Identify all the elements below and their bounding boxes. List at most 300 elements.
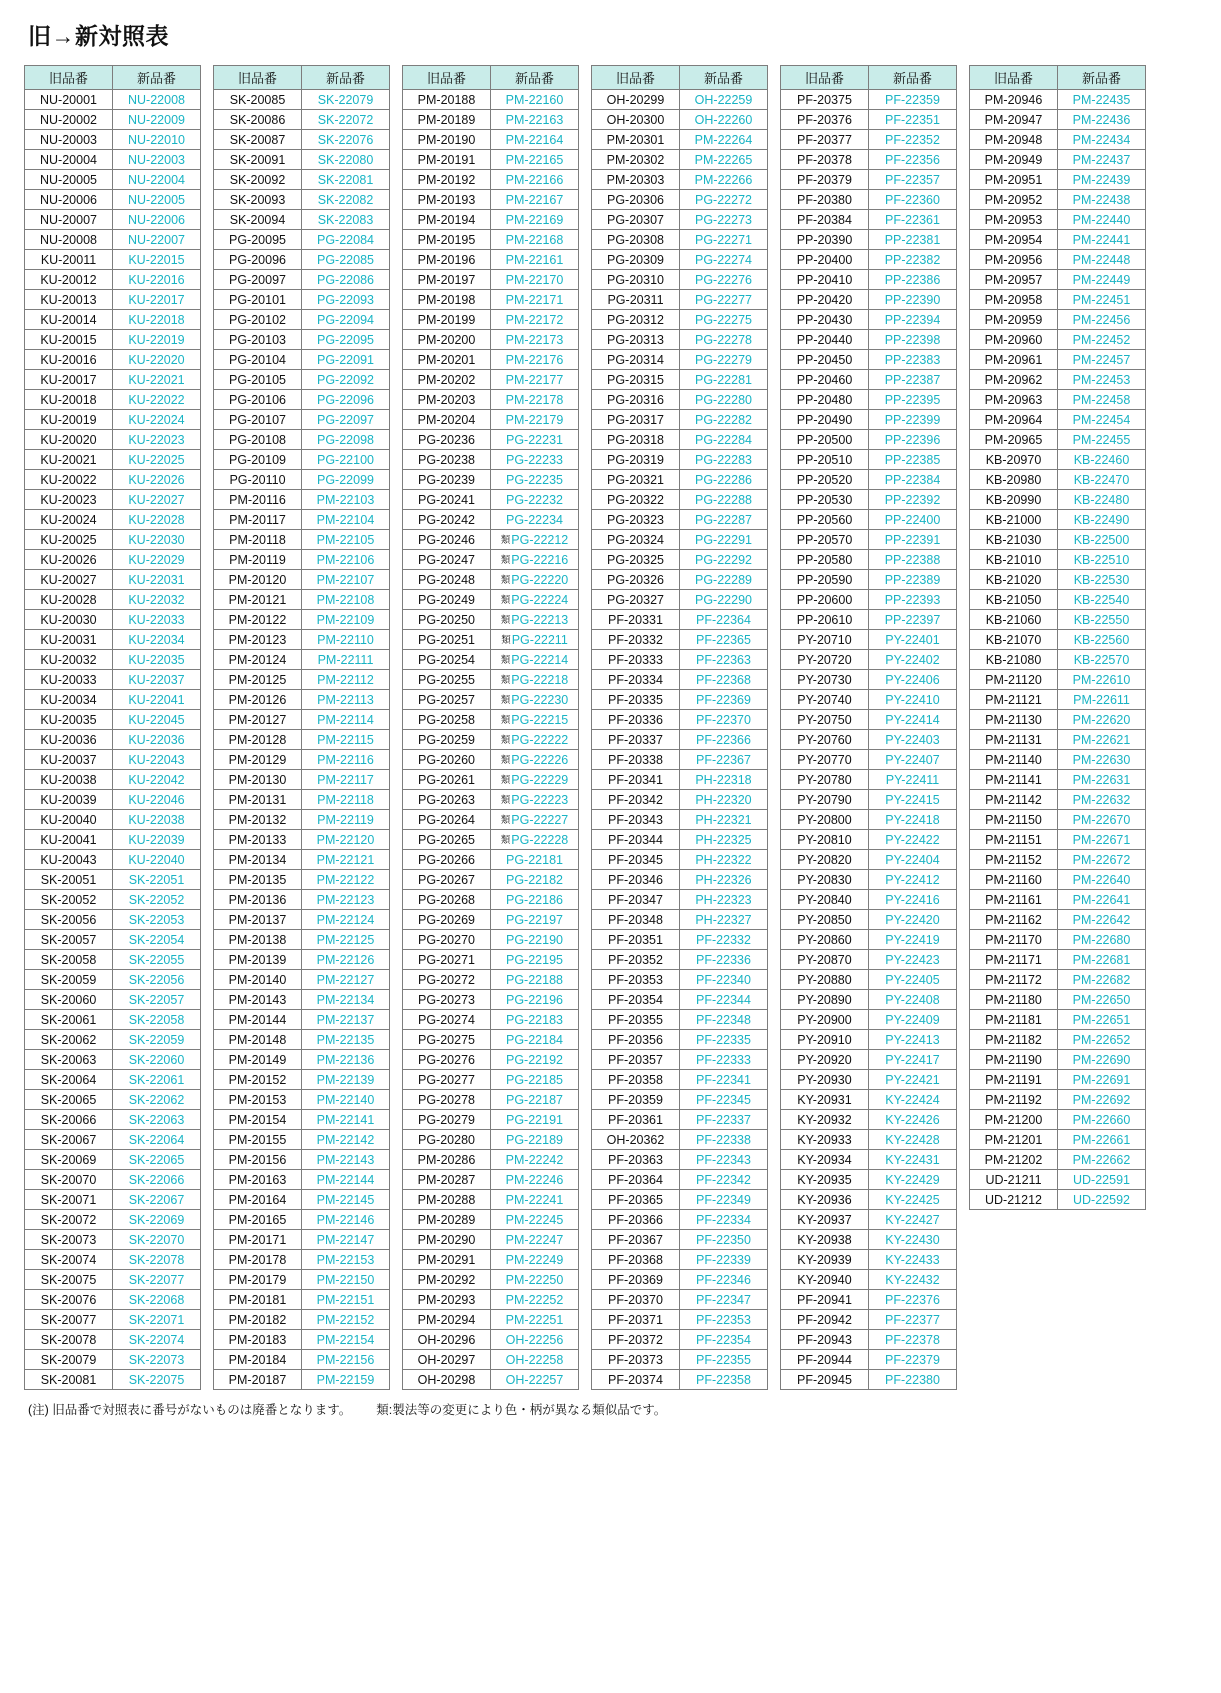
cell-old-part-number: PM-20190 <box>403 130 491 150</box>
cell-new-part-number: PY-22406 <box>869 670 957 690</box>
cell-new-part-number: PP-22391 <box>869 530 957 550</box>
table-row <box>970 790 1146 810</box>
table-row <box>781 1250 957 1270</box>
cell-old-part-number: PM-20124 <box>214 650 302 670</box>
table-row <box>592 990 768 1010</box>
cell-old-part-number: PM-20152 <box>214 1070 302 1090</box>
table-row <box>214 770 390 790</box>
cell-old-part-number: KB-20990 <box>970 490 1058 510</box>
cell-new-part-number: PY-22409 <box>869 1010 957 1030</box>
table-row <box>214 310 390 330</box>
cell-old-part-number: PM-21141 <box>970 770 1058 790</box>
cell-old-part-number: SK-20078 <box>25 1330 113 1350</box>
table-row <box>592 1010 768 1030</box>
cell-new-part-number: PP-22386 <box>869 270 957 290</box>
cell-new-part-number: PY-22419 <box>869 930 957 950</box>
cell-old-part-number: PP-20570 <box>781 530 869 550</box>
cell-old-part-number: KB-20980 <box>970 470 1058 490</box>
cell-new-part-number: PG-22188 <box>491 970 579 990</box>
cell-old-part-number: KY-20939 <box>781 1250 869 1270</box>
cell-new-part-number: PP-22400 <box>869 510 957 530</box>
cell-old-part-number: PP-20500 <box>781 430 869 450</box>
cell-new-part-number: SK-22070 <box>113 1230 201 1250</box>
cell-new-part-number: PM-22119 <box>302 810 390 830</box>
cell-old-part-number: PM-20951 <box>970 170 1058 190</box>
cell-new-part-number: PH-22321 <box>680 810 768 830</box>
cell-old-part-number: SK-20069 <box>25 1150 113 1170</box>
cell-old-part-number: PG-20310 <box>592 270 680 290</box>
table-row <box>970 370 1146 390</box>
table-row <box>781 470 957 490</box>
cell-old-part-number: KU-20030 <box>25 610 113 630</box>
cell-new-part-number: PG-22284 <box>680 430 768 450</box>
cell-new-part-number: PH-22326 <box>680 870 768 890</box>
cell-old-part-number: PY-20900 <box>781 1010 869 1030</box>
cell-old-part-number: KU-20041 <box>25 830 113 850</box>
table-row <box>592 250 768 270</box>
table-row <box>25 310 201 330</box>
table-row <box>214 1150 390 1170</box>
cell-old-part-number: PM-20188 <box>403 90 491 110</box>
cell-new-part-number: PF-22341 <box>680 1070 768 1090</box>
table-row <box>970 550 1146 570</box>
cell-old-part-number: SK-20071 <box>25 1190 113 1210</box>
cell-new-part-number: NU-22006 <box>113 210 201 230</box>
table-row <box>25 1250 201 1270</box>
cell-new-part-number: PM-22136 <box>302 1050 390 1070</box>
cell-old-part-number: KU-20026 <box>25 550 113 570</box>
cell-old-part-number: PF-20346 <box>592 870 680 890</box>
cell-new-part-number: PM-22143 <box>302 1150 390 1170</box>
table-row <box>214 1090 390 1110</box>
table-row <box>214 990 390 1010</box>
cell-old-part-number: PF-20358 <box>592 1070 680 1090</box>
cell-new-part-number: PM-22441 <box>1058 230 1146 250</box>
cell-old-part-number: PM-21152 <box>970 850 1058 870</box>
cell-new-part-number: SK-22067 <box>113 1190 201 1210</box>
table-row <box>781 1110 957 1130</box>
cell-new-part-number: NU-22008 <box>113 90 201 110</box>
cell-new-part-number: PF-22340 <box>680 970 768 990</box>
cell-new-part-number: PM-22692 <box>1058 1090 1146 1110</box>
table-row <box>25 430 201 450</box>
cell-old-part-number: PG-20095 <box>214 230 302 250</box>
cell-old-part-number: PM-21190 <box>970 1050 1058 1070</box>
table-row <box>781 130 957 150</box>
cell-old-part-number: PF-20351 <box>592 930 680 950</box>
cell-new-part-number: PG-22286 <box>680 470 768 490</box>
cell-old-part-number: PM-20178 <box>214 1250 302 1270</box>
cell-old-part-number: PY-20800 <box>781 810 869 830</box>
cell-old-part-number: PM-20137 <box>214 910 302 930</box>
cell-new-part-number: PY-22413 <box>869 1030 957 1050</box>
table-row <box>403 670 579 690</box>
table-row <box>592 490 768 510</box>
cell-old-part-number: PG-20106 <box>214 390 302 410</box>
table-row <box>25 150 201 170</box>
table-row <box>970 630 1146 650</box>
table-row <box>25 550 201 570</box>
table-row <box>403 1330 579 1350</box>
cell-old-part-number: PM-20201 <box>403 350 491 370</box>
cell-old-part-number: PM-20953 <box>970 210 1058 230</box>
cell-new-part-number <box>491 690 579 710</box>
cell-old-part-number: PM-21160 <box>970 870 1058 890</box>
table-row <box>214 410 390 430</box>
table-row <box>781 270 957 290</box>
table-row <box>781 190 957 210</box>
cell-new-part-number: PP-22388 <box>869 550 957 570</box>
cell-new-part-number: PY-22403 <box>869 730 957 750</box>
table-row <box>403 890 579 910</box>
cell-old-part-number: PM-21180 <box>970 990 1058 1010</box>
cell-new-part-number: PG-22290 <box>680 590 768 610</box>
table-row <box>970 510 1146 530</box>
cell-old-part-number: PM-20144 <box>214 1010 302 1030</box>
table-row <box>214 450 390 470</box>
similar-product-mark: 類 <box>501 652 511 666</box>
cell-new-part-number: PM-22264 <box>680 130 768 150</box>
table-row <box>970 310 1146 330</box>
table-row <box>781 1030 957 1050</box>
cell-new-part-number: KY-22429 <box>869 1170 957 1190</box>
cell-new-part-number: PF-22344 <box>680 990 768 1010</box>
cell-new-part-number: PY-22423 <box>869 950 957 970</box>
cell-new-part-number: PM-22166 <box>491 170 579 190</box>
cell-old-part-number: PP-20510 <box>781 450 869 470</box>
table-row <box>214 430 390 450</box>
similar-product-mark: 類 <box>501 672 511 686</box>
cell-old-part-number: SK-20052 <box>25 890 113 910</box>
cell-new-part-number: PG-22092 <box>302 370 390 390</box>
cell-old-part-number: PM-20946 <box>970 90 1058 110</box>
cell-new-part-number: KU-22031 <box>113 570 201 590</box>
table-row <box>403 970 579 990</box>
cell-old-part-number: KY-20937 <box>781 1210 869 1230</box>
cell-new-part-number: PM-22241 <box>491 1190 579 1210</box>
cell-new-part-number: PP-22398 <box>869 330 957 350</box>
table-row <box>214 830 390 850</box>
cell-new-part-number: KU-22038 <box>113 810 201 830</box>
cell-new-part-number: PH-22318 <box>680 770 768 790</box>
table-row <box>403 190 579 210</box>
cell-old-part-number: PG-20105 <box>214 370 302 390</box>
table-row <box>781 890 957 910</box>
table-row <box>592 1090 768 1110</box>
cell-new-part-number: KU-22034 <box>113 630 201 650</box>
cell-new-part-number: PM-22115 <box>302 730 390 750</box>
cell-old-part-number: PM-20140 <box>214 970 302 990</box>
cell-old-part-number: SK-20066 <box>25 1110 113 1130</box>
cell-old-part-number: PM-20948 <box>970 130 1058 150</box>
cell-new-part-number: PM-22134 <box>302 990 390 1010</box>
cell-old-part-number: KY-20935 <box>781 1170 869 1190</box>
similar-product-mark: 類 <box>501 812 511 826</box>
table-row <box>781 330 957 350</box>
cell-new-part-number: PM-22610 <box>1058 670 1146 690</box>
cell-old-part-number: KB-21020 <box>970 570 1058 590</box>
cell-new-part-number: PM-22104 <box>302 510 390 530</box>
table-row <box>403 310 579 330</box>
table-row <box>25 770 201 790</box>
cell-old-part-number: PG-20309 <box>592 250 680 270</box>
cell-new-part-number: KB-22470 <box>1058 470 1146 490</box>
cell-old-part-number: SK-20086 <box>214 110 302 130</box>
table-row <box>970 330 1146 350</box>
table-row <box>592 470 768 490</box>
cell-new-part-number: PG-22196 <box>491 990 579 1010</box>
cell-new-part-number: PP-22385 <box>869 450 957 470</box>
cell-old-part-number: PG-20260 <box>403 750 491 770</box>
cell-old-part-number: KU-20014 <box>25 310 113 330</box>
table-row <box>781 410 957 430</box>
cell-old-part-number: PG-20259 <box>403 730 491 750</box>
table-row <box>970 1010 1146 1030</box>
cell-new-part-number: SK-22052 <box>113 890 201 910</box>
cell-old-part-number: PM-20962 <box>970 370 1058 390</box>
table-row <box>403 1150 579 1170</box>
cell-old-part-number: KU-20023 <box>25 490 113 510</box>
cell-new-part-number: PM-22455 <box>1058 430 1146 450</box>
table-row <box>970 1030 1146 1050</box>
table-row <box>970 390 1146 410</box>
cell-new-part-number: PM-22145 <box>302 1190 390 1210</box>
cell-old-part-number: SK-20059 <box>25 970 113 990</box>
table-row <box>25 710 201 730</box>
cell-new-part-number <box>491 670 579 690</box>
cell-new-part-number: PG-22274 <box>680 250 768 270</box>
table-row <box>403 650 579 670</box>
cell-new-part-number: PF-22368 <box>680 670 768 690</box>
cell-old-part-number: KY-20931 <box>781 1090 869 1110</box>
cell-old-part-number: PG-20327 <box>592 590 680 610</box>
cell-old-part-number: PF-20370 <box>592 1290 680 1310</box>
table-row <box>214 950 390 970</box>
cell-old-part-number: PP-20390 <box>781 230 869 250</box>
table-row <box>403 150 579 170</box>
table-row <box>403 710 579 730</box>
table-row <box>403 950 579 970</box>
cell-old-part-number: SK-20075 <box>25 1270 113 1290</box>
table-row <box>970 650 1146 670</box>
cell-new-part-number: PG-22272 <box>680 190 768 210</box>
table-row <box>781 370 957 390</box>
cell-new-part-number: KU-22024 <box>113 410 201 430</box>
cell-old-part-number: NU-20005 <box>25 170 113 190</box>
cell-new-part-number: PF-22351 <box>869 110 957 130</box>
cell-old-part-number: PF-20369 <box>592 1270 680 1290</box>
cell-old-part-number: PG-20263 <box>403 790 491 810</box>
table-row <box>25 1070 201 1090</box>
cell-new-part-number: PG-22190 <box>491 930 579 950</box>
cell-old-part-number: PG-20321 <box>592 470 680 490</box>
cell-new-part-number: PH-22323 <box>680 890 768 910</box>
cell-new-part-number: SK-22074 <box>113 1330 201 1350</box>
cell-old-part-number: KB-21010 <box>970 550 1058 570</box>
cell-old-part-number: PM-20135 <box>214 870 302 890</box>
table-row <box>403 870 579 890</box>
cell-new-part-number: PM-22681 <box>1058 950 1146 970</box>
cell-old-part-number: PM-21131 <box>970 730 1058 750</box>
cell-old-part-number: PM-20197 <box>403 270 491 290</box>
cell-old-part-number: PG-20306 <box>592 190 680 210</box>
cell-new-part-number: PG-22091 <box>302 350 390 370</box>
cell-old-part-number: PF-20943 <box>781 1330 869 1350</box>
table-row <box>781 1330 957 1350</box>
table-row <box>592 450 768 470</box>
table-row <box>214 290 390 310</box>
cell-old-part-number: SK-20094 <box>214 210 302 230</box>
cell-new-part-number: PM-22690 <box>1058 1050 1146 1070</box>
cell-new-part-number: PM-22682 <box>1058 970 1146 990</box>
cell-new-part-number: PM-22662 <box>1058 1150 1146 1170</box>
table-row <box>25 950 201 970</box>
cell-old-part-number: PF-20361 <box>592 1110 680 1130</box>
cell-old-part-number: PG-20103 <box>214 330 302 350</box>
cell-new-part-number: PP-22390 <box>869 290 957 310</box>
table-row <box>592 150 768 170</box>
table-row <box>781 950 957 970</box>
table-row <box>214 1350 390 1370</box>
cell-old-part-number: PF-20333 <box>592 650 680 670</box>
cell-new-part-number: SK-22058 <box>113 1010 201 1030</box>
cell-old-part-number: PG-20110 <box>214 470 302 490</box>
similar-product-mark: 類 <box>501 612 511 626</box>
cell-new-part-number: PM-22454 <box>1058 410 1146 430</box>
cell-old-part-number: PY-20850 <box>781 910 869 930</box>
cell-new-part-number: KB-22570 <box>1058 650 1146 670</box>
cell-old-part-number: KU-20035 <box>25 710 113 730</box>
cell-new-part-number: PP-22382 <box>869 250 957 270</box>
cell-new-part-number: PG-22288 <box>680 490 768 510</box>
header-old-part-number: 旧品番 <box>214 66 302 90</box>
table-row <box>214 390 390 410</box>
cell-old-part-number: UD-21212 <box>970 1190 1058 1210</box>
table-row <box>25 450 201 470</box>
table-column <box>24 65 201 1390</box>
cell-new-part-number: PG-22234 <box>491 510 579 530</box>
cell-new-part-number: PG-22099 <box>302 470 390 490</box>
table-row <box>25 1210 201 1230</box>
cell-new-part-number: SK-22061 <box>113 1070 201 1090</box>
cell-old-part-number: KY-20938 <box>781 1230 869 1250</box>
cell-new-part-number: PY-22421 <box>869 1070 957 1090</box>
cell-old-part-number: PF-20375 <box>781 90 869 110</box>
table-row <box>592 970 768 990</box>
cell-old-part-number: PM-20184 <box>214 1350 302 1370</box>
cell-old-part-number: PG-20311 <box>592 290 680 310</box>
cell-old-part-number: PM-21161 <box>970 890 1058 910</box>
cell-old-part-number: PG-20270 <box>403 930 491 950</box>
table-row <box>403 430 579 450</box>
cell-old-part-number: PP-20610 <box>781 610 869 630</box>
similar-product-mark: 類 <box>501 572 511 586</box>
cell-new-part-number: PF-22358 <box>680 1370 768 1390</box>
cell-new-part-number: KY-22424 <box>869 1090 957 1110</box>
cell-new-part-number: PM-22137 <box>302 1010 390 1030</box>
cell-new-part-number: PF-22343 <box>680 1150 768 1170</box>
table-row <box>592 1050 768 1070</box>
table-row <box>592 510 768 530</box>
cell-old-part-number: PF-20345 <box>592 850 680 870</box>
cell-new-part-number: PH-22320 <box>680 790 768 810</box>
cell-old-part-number: PM-20143 <box>214 990 302 1010</box>
cell-old-part-number: PM-20134 <box>214 850 302 870</box>
cell-old-part-number: KB-20970 <box>970 450 1058 470</box>
table-row <box>25 490 201 510</box>
cell-new-part-number: KB-22540 <box>1058 590 1146 610</box>
cell-old-part-number: KY-20934 <box>781 1150 869 1170</box>
table-row <box>25 1370 201 1390</box>
cell-new-part-number: SK-22056 <box>113 970 201 990</box>
cell-old-part-number: PG-20241 <box>403 490 491 510</box>
cell-new-part-number: PG-22283 <box>680 450 768 470</box>
table-header-row <box>25 66 201 90</box>
table-row <box>25 890 201 910</box>
similar-product-mark: 類 <box>501 592 511 606</box>
table-row <box>970 750 1146 770</box>
cell-old-part-number: PP-20490 <box>781 410 869 430</box>
table-row <box>403 270 579 290</box>
cell-new-part-number: PM-22247 <box>491 1230 579 1250</box>
header-new-part-number: 新品番 <box>302 66 390 90</box>
cell-old-part-number: PM-20127 <box>214 710 302 730</box>
cell-old-part-number: PM-20963 <box>970 390 1058 410</box>
cell-new-part-number: PM-22439 <box>1058 170 1146 190</box>
cell-new-part-number: PM-22620 <box>1058 710 1146 730</box>
table-row <box>592 1030 768 1050</box>
cell-old-part-number: PG-20104 <box>214 350 302 370</box>
cell-old-part-number: PF-20337 <box>592 730 680 750</box>
cell-new-part-number: KU-22015 <box>113 250 201 270</box>
cell-new-part-number: PM-22242 <box>491 1150 579 1170</box>
table-row <box>592 530 768 550</box>
table-row <box>25 670 201 690</box>
cell-old-part-number: SK-20072 <box>25 1210 113 1230</box>
cell-new-part-number <box>491 610 579 630</box>
cell-old-part-number: PM-20122 <box>214 610 302 630</box>
cell-new-part-number: OH-22260 <box>680 110 768 130</box>
cell-old-part-number: PM-20199 <box>403 310 491 330</box>
table-row <box>970 830 1146 850</box>
cell-new-part-number: PM-22178 <box>491 390 579 410</box>
table-row <box>403 450 579 470</box>
cell-new-part-number: PG-22292 <box>680 550 768 570</box>
similar-product-mark: 類 <box>501 832 511 846</box>
cell-new-part-number: PG-22231 <box>491 430 579 450</box>
cell-new-part-number <box>491 730 579 750</box>
cell-new-part-number: PM-22245 <box>491 1210 579 1230</box>
cell-new-part-number: KY-22430 <box>869 1230 957 1250</box>
cell-new-part-number: PG-22191 <box>491 1110 579 1130</box>
table-row <box>781 1130 957 1150</box>
cell-old-part-number: PY-20880 <box>781 970 869 990</box>
cell-new-part-number: SK-22079 <box>302 90 390 110</box>
cell-new-part-number: PF-22337 <box>680 1110 768 1130</box>
table-row <box>403 210 579 230</box>
table-row <box>214 190 390 210</box>
cell-old-part-number: OH-20299 <box>592 90 680 110</box>
cell-old-part-number: PM-20118 <box>214 530 302 550</box>
cell-old-part-number: PF-20377 <box>781 130 869 150</box>
cell-old-part-number: KB-21050 <box>970 590 1058 610</box>
header-old-part-number: 旧品番 <box>592 66 680 90</box>
cell-new-part-number: PY-22412 <box>869 870 957 890</box>
table-row <box>970 590 1146 610</box>
cell-old-part-number: PM-20123 <box>214 630 302 650</box>
table-row <box>592 730 768 750</box>
cell-old-part-number: PG-20278 <box>403 1090 491 1110</box>
